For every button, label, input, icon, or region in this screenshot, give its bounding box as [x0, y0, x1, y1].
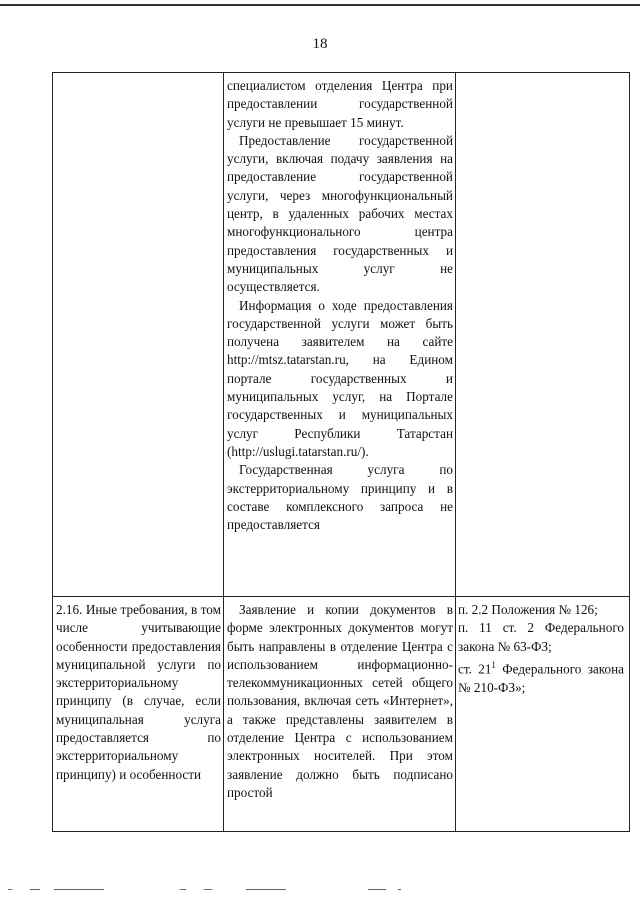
- row1-paragraph-extraterritorial: Государственная услуга по экстерриториальному принципу и в составе комплексного запроса не предоставляется: [227, 462, 453, 533]
- row2-requirement-text: 2.16. Иные требования, в том числе учитывающие особенности предоставления муниципальной услуги по экстерриториальному принципу (в случае, если муниципальная услуга предоставляется по экстерриториальному принципу) и особенности: [56, 602, 221, 782]
- row1-paragraph-waiting-time: специалистом отделения Центра при предоставлении государственной услуги не превышает 15 минут.: [227, 78, 453, 130]
- legal-ref-article: ст. 21: [458, 661, 492, 677]
- scan-top-border: [0, 4, 640, 6]
- row2-description-text: Заявление и копии документов в форме электронных документов могут быть направлены в отделение Центра с использованием информационно-телекоммуникационных сетей общего пользования, включая сеть «Интернет», а также представлены заявителем в отделение Центра с использованием электронных носителей. При этом заявление должно быть подписано простой: [227, 602, 453, 800]
- table-divider-2: [455, 72, 456, 832]
- table-border-top: [52, 72, 630, 73]
- row1-paragraph-information: Информация о ходе предоставления государственной услуги может быть получена заявителем на сайте http://mtsz.tatarstan.ru, на Едином портале государственных и муниципальных услуг, на Портале государственных и муниципальных услуг Республики Татарстан (http://uslugi.tatarstan.ru/).: [227, 297, 453, 459]
- table-border-bottom: [52, 831, 630, 832]
- row1-description-cell: [227, 77, 453, 534]
- legal-ref-law-210fz: [458, 656, 624, 697]
- table-border-left: [52, 72, 53, 832]
- row2-legal-basis-cell: [458, 601, 624, 697]
- row2-requirement-cell: [56, 601, 221, 784]
- page-number: 18: [312, 36, 328, 52]
- table-row-separator: [52, 596, 630, 597]
- legal-ref-law-63fz: п. 11 ст. 2 Федерального закона № 63-ФЗ;: [458, 620, 624, 654]
- legal-ref-law-name: Федерального закона № 210-ФЗ»;: [458, 661, 624, 695]
- legal-ref-superscript: 1: [491, 659, 496, 670]
- table-divider-1: [223, 72, 224, 832]
- scan-footer-noise: [0, 886, 640, 894]
- row1-paragraph-mfc: Предоставление государственной услуги, включая подачу заявления на предоставление государственной услуги, через многофункциональный центр, в удаленных рабочих местах многофункционального центра предоставления государственных и муниципальных услуг не осуществляется.: [227, 132, 453, 295]
- row2-description-cell: [227, 601, 453, 802]
- legal-ref-regulation-126: п. 2.2 Положения № 126;: [458, 602, 598, 617]
- table-border-right: [629, 72, 630, 832]
